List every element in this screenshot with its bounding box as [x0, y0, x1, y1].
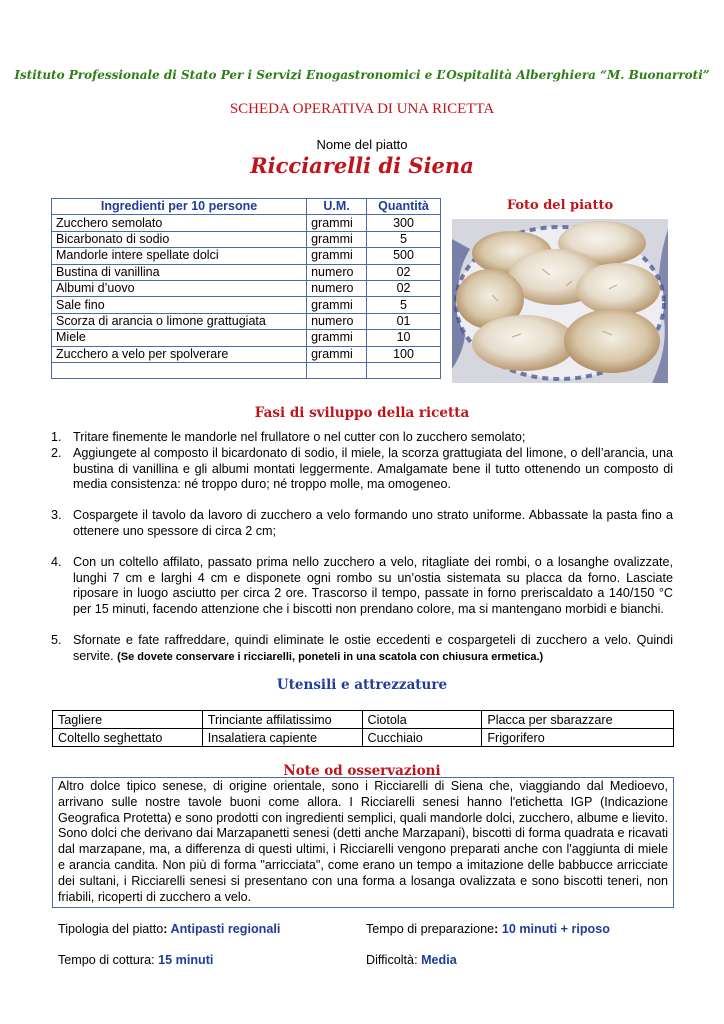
ingredient-unit: grammi: [307, 231, 367, 247]
empty-table-row: [52, 362, 441, 378]
step-text: Con un coltello affilato, passato prima nello zucchero a velo, ritagliate dei rombi, o a losanghe ovalizzate, lunghi 7 cm e larghi 4 cm e disponete ogni rombo su un’ostia sistemata su placca da forno. Lasciate riposare in luogo asciutto per circa 2 ore. Trascorso il tempo, passate in forno preriscaldato a 140/150 °C per 15 minuti, facendo attenzione che i biscotti non prendano colore, ma si mantengano morbidi e bianchi.: [73, 554, 673, 617]
dish-type-value: Antipasti regionali: [170, 922, 281, 936]
step-number: 5.: [51, 632, 62, 647]
table-row: [52, 313, 441, 329]
tools-table: [52, 710, 674, 747]
institute-name: Istituto Professionale di Stato Per i Servizi Enogastronomici e L’Ospitalità Alberghiera “M. Buonarroti”: [14, 68, 710, 82]
dish-photo: [452, 219, 668, 383]
tool-cell: Coltello seghettato: [53, 729, 203, 747]
cook-time-value: 15 minuti: [158, 953, 214, 967]
ingredient-unit: grammi: [307, 215, 367, 231]
tool-cell: Trinciante affilatissimo: [202, 711, 362, 729]
tools-title: Utensili e attrezzature: [276, 677, 448, 693]
prep-time-value: 10 minuti + riposo: [501, 922, 610, 936]
ingredient-quantity: 01: [367, 313, 441, 329]
ingredient-quantity: 02: [367, 280, 441, 296]
step-text: Aggiungete al composto il bicardonato di sodio, il miele, la scorza grattugiata del limone, o dell’arancia, una bustina di vanillina e gli albumi montati leggermente. Amalgamate bene il tutto ottenendo un composto di media consistenza: né troppo duro; né troppo molle, ma omogeneo.: [73, 445, 673, 492]
tool-cell: Frigorifero: [482, 729, 674, 747]
tool-cell: Placca per sbarazzare: [482, 711, 674, 729]
ingredient-quantity: 5: [367, 231, 441, 247]
document-title: SCHEDA OPERATIVA DI UNA RICETTA: [229, 101, 495, 117]
list-item: [51, 508, 673, 540]
ingredient-quantity: 500: [367, 248, 441, 264]
ingredient-name: Zucchero a velo per spolverare: [52, 346, 307, 362]
table-row: [52, 297, 441, 313]
ingredient-unit: numero: [307, 280, 367, 296]
step-number: 4.: [51, 554, 62, 569]
list-item: [51, 430, 673, 446]
step-note: (Se dovete conservare i ricciarelli, poneteli in una scatola con chiusura ermetica.): [117, 650, 544, 663]
ingredient-name: Miele: [52, 330, 307, 346]
ingredient-unit: numero: [307, 264, 367, 280]
ingredient-quantity: 5: [367, 297, 441, 313]
tool-cell: Cucchiaio: [362, 729, 482, 747]
list-item: [51, 633, 673, 666]
table-row: [52, 248, 441, 264]
dish-label: Nome del piatto: [316, 137, 408, 152]
ingredient-quantity: 300: [367, 215, 441, 231]
difficulty: [366, 953, 457, 967]
table-row: [52, 215, 441, 231]
step-number: 3.: [51, 508, 62, 523]
table-row: [52, 280, 441, 296]
tool-cell: Ciotola: [362, 711, 482, 729]
difficulty-label: Difficoltà:: [366, 953, 422, 967]
ingredient-unit: numero: [307, 313, 367, 329]
ingredient-name: Bicarbonato di sodio: [52, 231, 307, 247]
table-row: [52, 231, 441, 247]
ingredient-quantity: 02: [367, 264, 441, 280]
column-header-unit: U.M.: [307, 199, 367, 215]
table-row: [52, 264, 441, 280]
dish-type: Tipologia del piatto: Antipasti regionali: [58, 922, 281, 936]
list-item: [51, 446, 673, 493]
list-item: [51, 555, 673, 618]
ingredient-name: Scorza di arancia o limone grattugiata: [52, 313, 307, 329]
tool-cell: Insalatiera capiente: [202, 729, 362, 747]
step-text: Tritare finemente le mandorle nel frullatore o nel cutter con lo zucchero semolato;: [73, 430, 526, 444]
ingredient-unit: grammi: [307, 330, 367, 346]
steps-list: [51, 430, 673, 681]
table-row: [52, 346, 441, 362]
ingredient-name: Bustina di vanillina: [52, 264, 307, 280]
photo-title: Foto del piatto: [506, 198, 614, 213]
tool-cell: Tagliere: [53, 711, 203, 729]
dish-name: Ricciarelli di Siena: [250, 153, 474, 178]
table-row: [53, 729, 674, 747]
ingredient-quantity: 100: [367, 346, 441, 362]
notes-box: Altro dolce tipico senese, di origine orientale, sono i Ricciarelli di Siena che, viaggiando dal Medioevo, arrivano sulle nostre tavole buoni come allora. I Ricciarelli senesi hanno l'etichetta IGP (Indicazione Geografica Protetta) e sono prodotti con ingredienti semplici, quali mandorle dolci, zucchero, albume e lievito. Sono dolci che derivano dai Marzapanetti senesi (detti anche Marzapani), biscotti di forma quadrata e ricavati dal marzapane, ma, a differenza di questi ultimi, i Ricciarelli vengono preparati anche con l'aggiunta di miele e arancia candita. Non più di forma "arricciata", come erano un tempo a imitazione delle babbucce arricciate dei sultani, i Ricciarelli senesi si presentano con una forma a losanga ovalizzata e sono biscotti teneri, non friabili, ricoperti di zucchero a velo.: [52, 777, 674, 908]
ingredient-quantity: 10: [367, 330, 441, 346]
ingredient-name: Mandorle intere spellate dolci: [52, 248, 307, 264]
ingredient-name: Zucchero semolato: [52, 215, 307, 231]
prep-time: Tempo di preparazione: 10 minuti + riposo: [366, 922, 610, 936]
ingredient-name: Sale fino: [52, 297, 307, 313]
difficulty-value: Media: [421, 953, 457, 967]
column-header-ingredient: Ingredienti per 10 persone: [52, 199, 307, 215]
ingredient-name: Albumi d’uovo: [52, 280, 307, 296]
cook-time: [58, 953, 213, 967]
column-header-quantity: Quantità: [367, 199, 441, 215]
ingredient-unit: grammi: [307, 346, 367, 362]
steps-title: Fasi di sviluppo della ricetta: [254, 405, 470, 421]
table-row: [52, 330, 441, 346]
step-number: 2.: [51, 445, 62, 460]
ingredient-unit: grammi: [307, 297, 367, 313]
cook-time-label: Tempo di cottura:: [58, 953, 159, 967]
ingredient-unit: grammi: [307, 248, 367, 264]
notes-title: Note od osservazioni: [283, 763, 441, 779]
step-text: Cospargete il tavolo da lavoro di zucchero a velo formando uno strato uniforme. Abbassate la pasta fino a ottenere uno spessore di circa 2 cm;: [73, 508, 673, 538]
dish-type-label: Tipologia del piatto: [58, 922, 164, 936]
table-row: [53, 711, 674, 729]
ingredients-table: [51, 198, 441, 379]
ingredients-header-row: [52, 199, 441, 215]
prep-time-label: Tempo di preparazione: [366, 922, 495, 936]
step-number: 1.: [51, 430, 62, 444]
step-text: Sfornate e fate raffreddare, quindi eliminate le ostie eccedenti e cospargeteli di zucchero a velo. Quindi servite.: [73, 632, 673, 663]
